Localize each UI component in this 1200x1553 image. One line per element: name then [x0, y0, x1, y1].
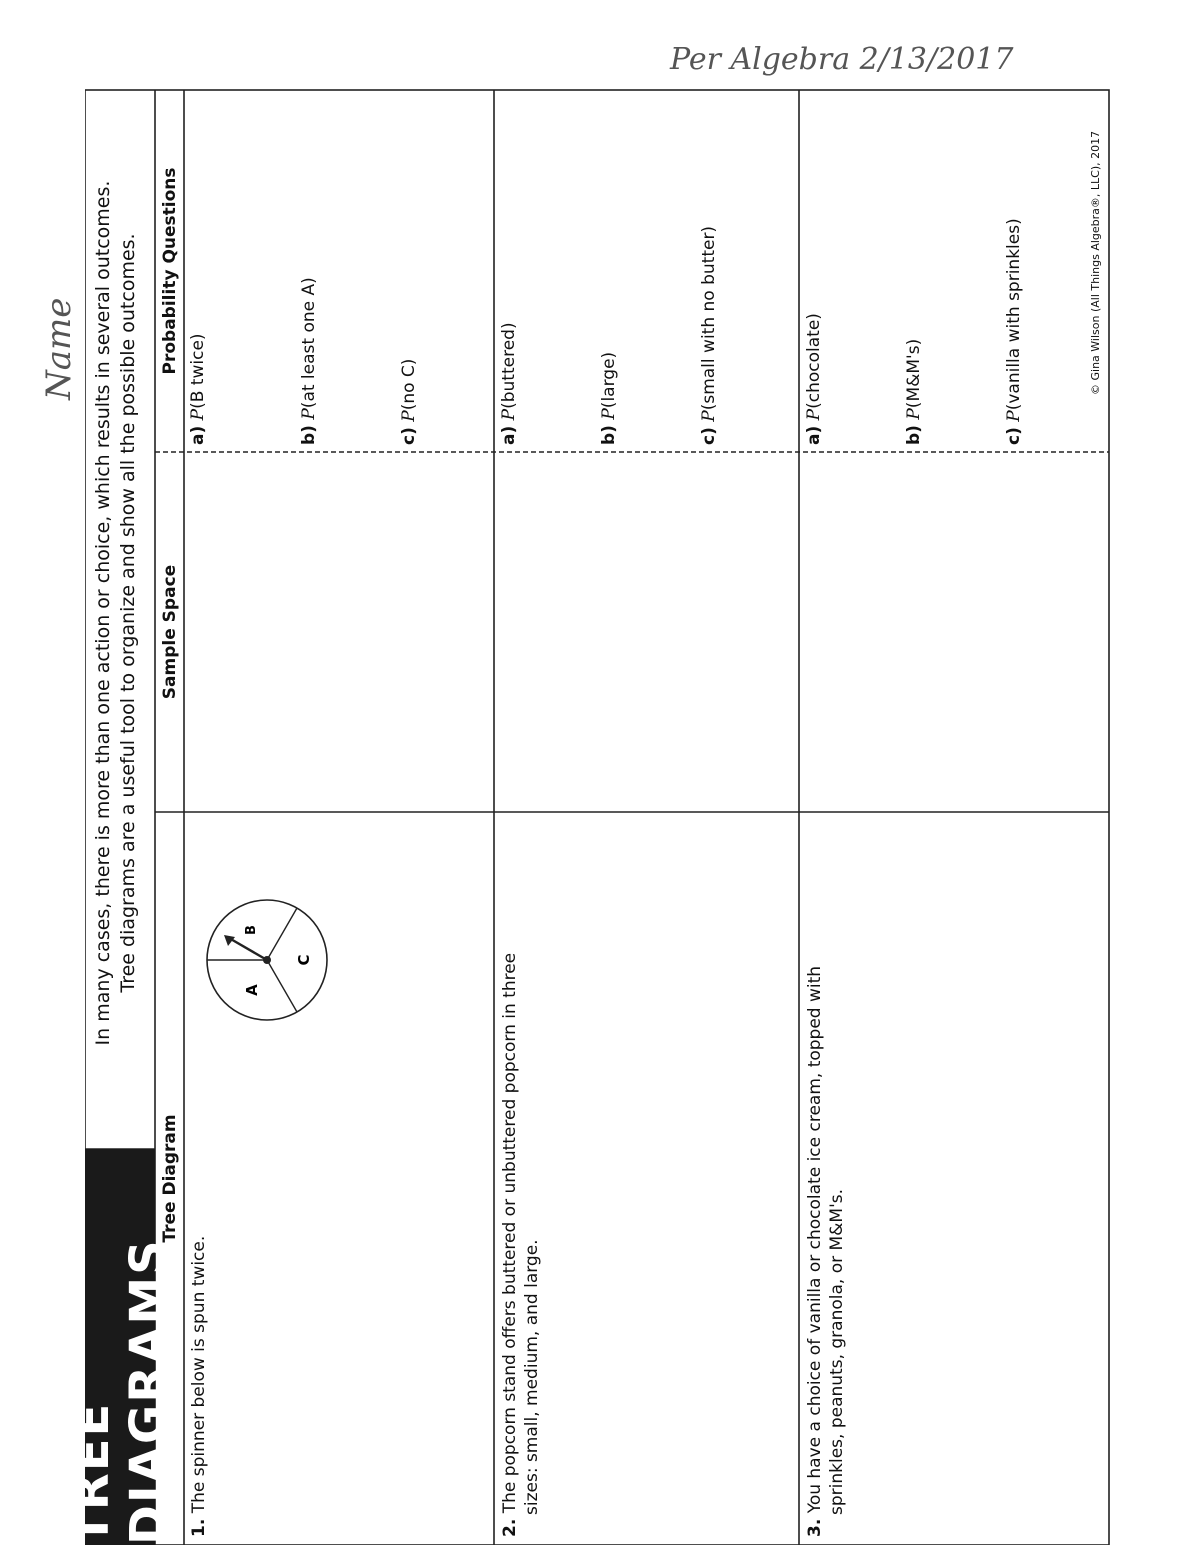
- spinner-label-a: A: [243, 984, 261, 996]
- problem-3-line-1: You have a choice of vanilla or chocolate ice cream, topped with: [805, 965, 825, 1514]
- spinner-divider-2: [267, 908, 297, 960]
- problem-2-line-2: sizes: small, medium, and large.: [522, 1239, 542, 1515]
- problem-2-line-1: The popcorn stand offers buttered or unbuttered popcorn in three: [500, 952, 520, 1514]
- column-header-sample-space: Sample Space: [160, 564, 180, 700]
- problem-2-question-a: a) P(buttered): [499, 322, 519, 445]
- handwritten-period-date: Per Algebra 2/13/2017: [670, 42, 1014, 77]
- problem-1-question-b: b) P(at least one A): [299, 277, 319, 445]
- problem-3-question-b: b) P(M&M's): [904, 338, 924, 445]
- problem-3-line-2: sprinkles, peanuts, granola, or M&M's.: [827, 1188, 847, 1515]
- problem-1-question-c: c) P(no C): [399, 358, 419, 445]
- intro-line-2: Tree diagrams are a useful tool to organize and show all the possible outcomes.: [117, 233, 139, 993]
- problem-2-text: [499, 827, 543, 1537]
- problem-3-question-c: c) P(vanilla with sprinkles): [1004, 218, 1024, 445]
- problem-2-number: 2.: [500, 1518, 520, 1537]
- problem-1-number: 1.: [189, 1518, 209, 1537]
- table-grid: [85, 85, 1115, 1545]
- handwritten-name: Name: [39, 297, 79, 400]
- worksheet-title: TREE DIAGRAMS: [85, 1149, 155, 1545]
- problem-3-number: 3.: [805, 1518, 825, 1537]
- problem-1-description: The spinner below is spun twice.: [189, 1235, 209, 1514]
- copyright-footer: © Gina Wilson (All Things Algebra®, LLC), 2017: [1089, 130, 1102, 395]
- worksheet-page: [39, 85, 1115, 1545]
- intro-line-1: In many cases, there is more than one action or choice, which results in several outcomes.: [92, 180, 114, 1046]
- problem-2-question-b: b) P(large): [599, 351, 619, 445]
- spinner-arrow: [229, 938, 267, 960]
- spinner-label-b: B: [244, 925, 259, 935]
- spinner-divider-3: [267, 960, 297, 1012]
- problem-1-question-a: a) P(B twice): [188, 333, 208, 445]
- column-header-tree-diagram: Tree Diagram: [160, 1114, 180, 1243]
- column-header-probability-questions: Probability Questions: [160, 167, 180, 375]
- spinner-diagram: [197, 890, 337, 1030]
- problem-2-question-c: c) P(small with no butter): [699, 225, 719, 445]
- spinner-hub: [263, 956, 271, 964]
- intro-text: [91, 93, 141, 1133]
- spinner-label-c: C: [295, 954, 313, 966]
- problem-3-question-a: a) P(chocolate): [804, 313, 824, 445]
- problem-3-text: [804, 827, 848, 1537]
